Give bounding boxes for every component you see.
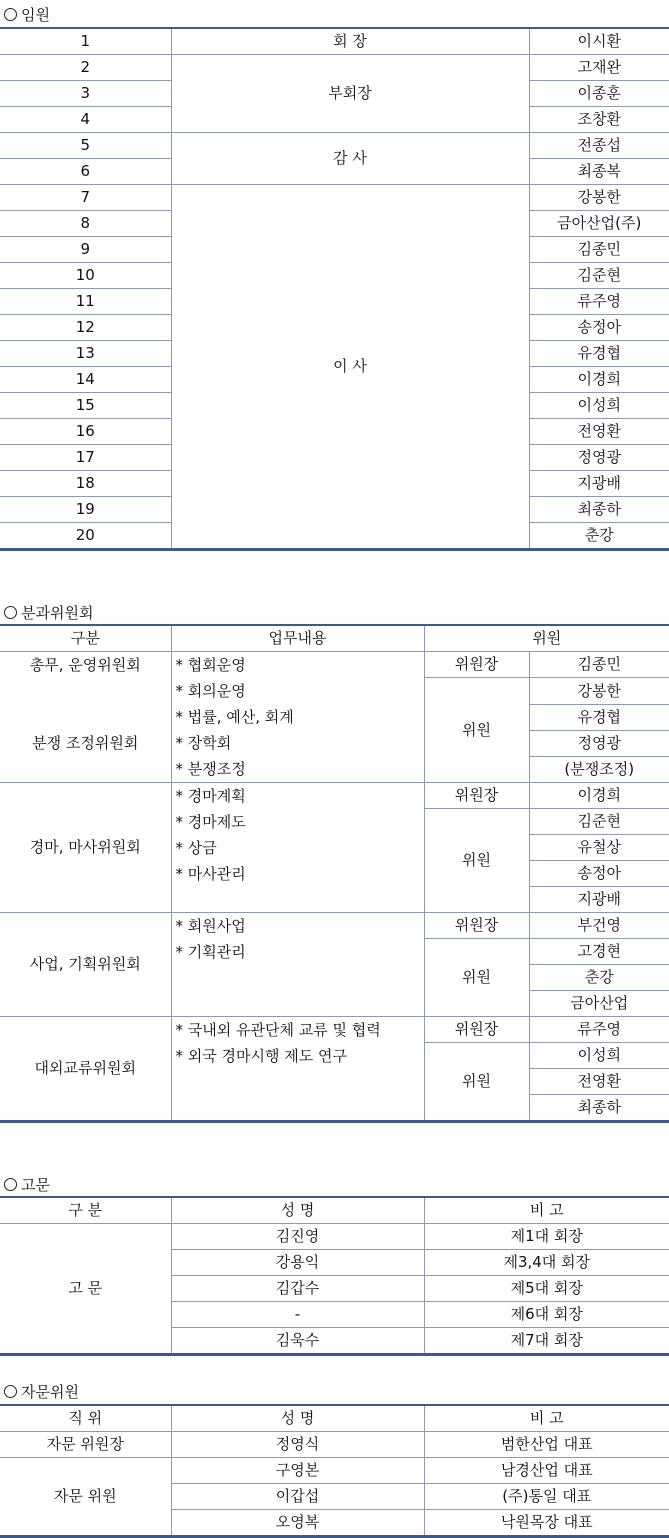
column-header: 성 명 — [171, 1197, 424, 1224]
officer-name: 송정아 — [529, 315, 669, 341]
officer-number: 11 — [0, 289, 171, 315]
consultant-name: 오영복 — [171, 1510, 424, 1537]
committees-section-title: 분과위원회 — [4, 603, 93, 623]
officer-number: 16 — [0, 419, 171, 445]
column-header: 업무내용 — [171, 625, 424, 652]
committee-duties — [171, 652, 424, 783]
advisor-category: 고 문 — [0, 1224, 171, 1355]
advisor-note: 제5대 회장 — [424, 1276, 669, 1302]
advisor-name: 강용익 — [171, 1250, 424, 1276]
table-row — [0, 783, 669, 809]
officer-number: 3 — [0, 81, 171, 107]
duty-item: * 법률, 예산, 회계 — [175, 708, 294, 726]
officer-name: 금아산업(주) — [529, 211, 669, 237]
consultant-position: 자문 위원 — [0, 1458, 171, 1537]
officer-name: 김준현 — [529, 263, 669, 289]
officer-number: 1 — [0, 28, 171, 55]
table-row — [0, 1432, 669, 1458]
member-name: 김준현 — [529, 809, 669, 835]
chair-name: 김종민 — [529, 652, 669, 678]
officer-number: 14 — [0, 367, 171, 393]
duty-item: * 외국 경마시행 제도 연구 — [175, 1047, 347, 1065]
officer-role: 감 사 — [171, 133, 529, 185]
officer-name: 전영환 — [529, 419, 669, 445]
committee-name-line: 총무, 운영위원회 — [29, 656, 141, 674]
member-name: (분쟁조정) — [529, 757, 669, 783]
consultant-note: (주)통일 대표 — [424, 1484, 669, 1510]
table-row — [0, 913, 669, 939]
officer-name: 최종하 — [529, 497, 669, 523]
duty-item: * 마사관리 — [175, 865, 246, 883]
member-label: 위원 — [424, 939, 529, 1017]
committee-name — [0, 652, 171, 783]
chair-label: 위원장 — [424, 913, 529, 939]
officer-name: 전종섭 — [529, 133, 669, 159]
officer-role: 회 장 — [171, 28, 529, 55]
table-row — [0, 133, 669, 159]
member-name: 이성희 — [529, 1043, 669, 1069]
chair-label: 위원장 — [424, 652, 529, 678]
member-name: 금아산업 — [529, 991, 669, 1017]
member-name: 지광배 — [529, 887, 669, 913]
table-row — [0, 1224, 669, 1250]
chair-label: 위원장 — [424, 1017, 529, 1043]
member-name: 최종하 — [529, 1095, 669, 1122]
officer-name: 이경희 — [529, 367, 669, 393]
officer-number: 8 — [0, 211, 171, 237]
officer-role: 부회장 — [171, 55, 529, 133]
advisor-name: 김욱수 — [171, 1328, 424, 1355]
consultant-note: 남경산업 대표 — [424, 1458, 669, 1484]
table-row — [0, 625, 669, 652]
officer-name: 정영광 — [529, 445, 669, 471]
officer-name: 최종복 — [529, 159, 669, 185]
committees-table — [0, 624, 669, 1123]
chair-name: 류주영 — [529, 1017, 669, 1043]
table-row — [0, 1458, 669, 1484]
duty-item: * 상금 — [175, 839, 217, 857]
member-name: 강봉한 — [529, 678, 669, 705]
officer-name: 조창환 — [529, 107, 669, 133]
officer-name: 류주영 — [529, 289, 669, 315]
consultant-note: 범한산업 대표 — [424, 1432, 669, 1458]
duty-item: * 협회운영 — [175, 656, 246, 674]
member-label: 위원 — [424, 1043, 529, 1122]
circle-bullet-icon — [4, 1178, 17, 1191]
member-label: 위원 — [424, 809, 529, 913]
advisors-section-title: 고문 — [4, 1175, 50, 1195]
officer-name: 고재완 — [529, 55, 669, 81]
member-label: 위원 — [424, 678, 529, 783]
committee-duties — [171, 913, 424, 1017]
officer-number: 6 — [0, 159, 171, 185]
table-row — [0, 1405, 669, 1432]
advisor-note: 제6대 회장 — [424, 1302, 669, 1328]
consultant-name: 정영식 — [171, 1432, 424, 1458]
duty-item: * 분쟁조정 — [175, 760, 246, 778]
member-name: 유철상 — [529, 835, 669, 861]
duty-item: * 국내외 유관단체 교류 및 협력 — [175, 1021, 381, 1039]
consultant-name: 이갑섭 — [171, 1484, 424, 1510]
member-name: 춘강 — [529, 965, 669, 991]
table-row — [0, 1017, 669, 1043]
member-name: 정영광 — [529, 731, 669, 757]
officer-role: 이 사 — [171, 185, 529, 550]
officer-name: 이시환 — [529, 28, 669, 55]
committee-name: 사업, 기획위원회 — [0, 913, 171, 1017]
officer-name: 이종훈 — [529, 81, 669, 107]
officer-name: 강봉한 — [529, 185, 669, 211]
committee-duties — [171, 783, 424, 913]
officer-number: 15 — [0, 393, 171, 419]
column-header: 비 고 — [424, 1197, 669, 1224]
consultant-position: 자문 위원장 — [0, 1432, 171, 1458]
member-name: 유경협 — [529, 705, 669, 731]
circle-bullet-icon — [4, 8, 17, 21]
advisor-note: 제7대 회장 — [424, 1328, 669, 1355]
consultants-table — [0, 1404, 669, 1538]
officer-number: 4 — [0, 107, 171, 133]
column-header: 위원 — [424, 625, 669, 652]
officer-number: 20 — [0, 523, 171, 550]
duty-item: * 장학회 — [175, 734, 232, 752]
chair-name: 이경희 — [529, 783, 669, 809]
duty-item: * 회의운영 — [175, 682, 246, 700]
column-header: 비 고 — [424, 1405, 669, 1432]
officer-number: 12 — [0, 315, 171, 341]
officer-name: 김종민 — [529, 237, 669, 263]
column-header: 구분 — [0, 625, 171, 652]
duty-item: * 회원사업 — [175, 917, 246, 935]
officer-number: 9 — [0, 237, 171, 263]
column-header: 성 명 — [171, 1405, 424, 1432]
officer-number: 13 — [0, 341, 171, 367]
committee-name-line: 분쟁 조정위원회 — [32, 734, 139, 752]
circle-bullet-icon — [4, 1385, 17, 1398]
chair-label: 위원장 — [424, 783, 529, 809]
officer-name: 춘강 — [529, 523, 669, 550]
consultant-name: 구영본 — [171, 1458, 424, 1484]
officer-name: 유경협 — [529, 341, 669, 367]
advisors-table — [0, 1196, 669, 1356]
table-row — [0, 55, 669, 81]
officer-number: 7 — [0, 185, 171, 211]
duty-item: * 기획관리 — [175, 943, 246, 961]
duty-item: * 경마계획 — [175, 787, 246, 805]
officer-number: 10 — [0, 263, 171, 289]
member-name: 전영환 — [529, 1069, 669, 1095]
member-name: 고경현 — [529, 939, 669, 965]
officers-section-title: 임원 — [4, 5, 50, 25]
officer-number: 17 — [0, 445, 171, 471]
table-row — [0, 28, 669, 55]
officer-number: 2 — [0, 55, 171, 81]
consultants-section-title: 자문위원 — [4, 1382, 79, 1402]
officer-name: 이성희 — [529, 393, 669, 419]
advisor-note: 제1대 회장 — [424, 1224, 669, 1250]
advisor-name: 김갑수 — [171, 1276, 424, 1302]
member-name: 송정아 — [529, 861, 669, 887]
advisor-note: 제3,4대 회장 — [424, 1250, 669, 1276]
officer-name: 지광배 — [529, 471, 669, 497]
consultant-note: 낙원목장 대표 — [424, 1510, 669, 1537]
officers-table — [0, 27, 669, 551]
officer-number: 5 — [0, 133, 171, 159]
officer-number: 19 — [0, 497, 171, 523]
committee-name: 대외교류위원회 — [0, 1017, 171, 1122]
table-row — [0, 1197, 669, 1224]
duty-item: * 경마제도 — [175, 813, 246, 831]
column-header: 직 위 — [0, 1405, 171, 1432]
column-header: 구 분 — [0, 1197, 171, 1224]
advisor-name: - — [171, 1302, 424, 1328]
advisor-name: 김진영 — [171, 1224, 424, 1250]
chair-name: 부건영 — [529, 913, 669, 939]
table-row — [0, 185, 669, 211]
committee-duties — [171, 1017, 424, 1122]
committee-name: 경마, 마사위원회 — [0, 783, 171, 913]
officer-number: 18 — [0, 471, 171, 497]
circle-bullet-icon — [4, 606, 17, 619]
